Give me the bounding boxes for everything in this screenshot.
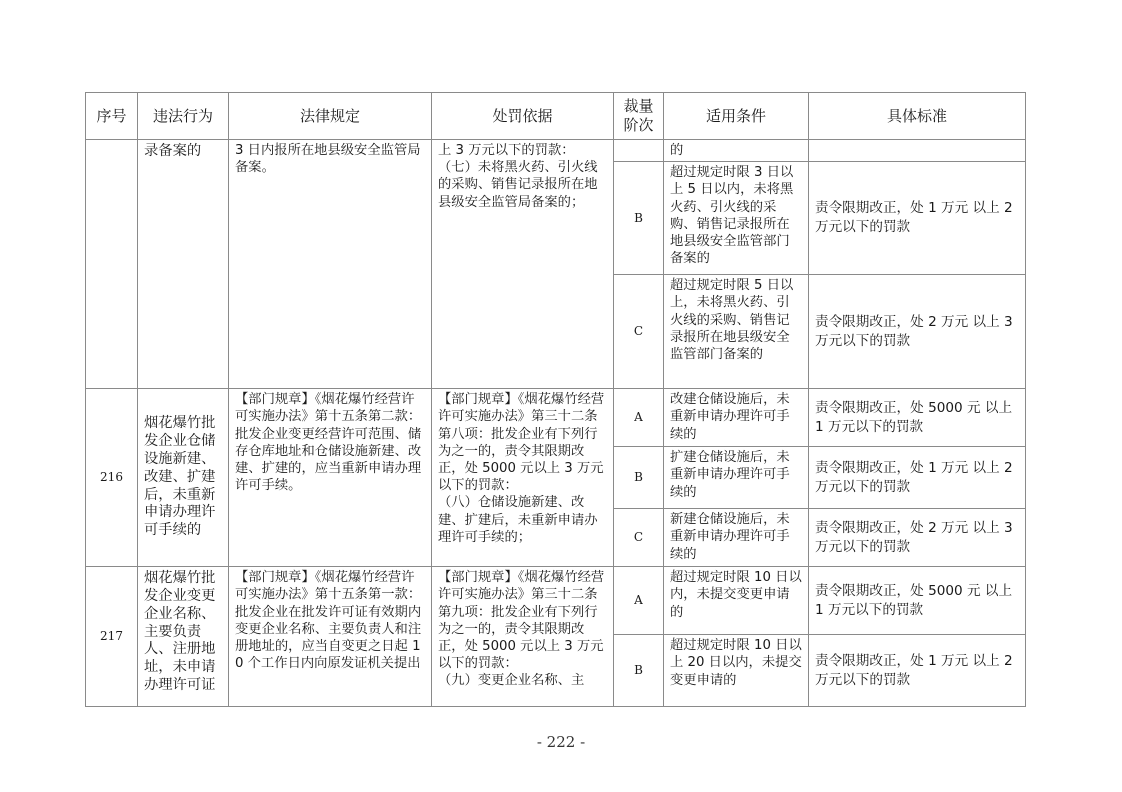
condition-cell: 扩建仓储设施后，未重新申请办理许可手续的 xyxy=(664,447,809,509)
law-cell: 【部门规章】《烟花爆竹经营许可实施办法》第十五条第一款：批发企业在批发许可证有效期内变更企业名称、主要负责人和注册地址的，应当自变更之日起 10 个工作日内向原发证机关提出 xyxy=(229,567,432,707)
condition-cell: 超过规定时限 10 日以上 20 日以内，未提交变更申请的 xyxy=(664,635,809,707)
level-cell: A xyxy=(614,389,664,447)
condition-cell: 超过规定时限 10 日以内，未提交变更申请的 xyxy=(664,567,809,635)
row-number-cell: 217 xyxy=(86,567,138,707)
standard-cell: 责令限期改正，处 2 万元 以上 3 万元以下的罚款 xyxy=(809,275,1026,389)
standard-cell: 责令限期改正，处 1 万元 以上 2 万元以下的罚款 xyxy=(809,162,1026,275)
table-header-row xyxy=(86,93,1026,140)
standard-cell: 责令限期改正，处 2 万元 以上 3 万元以下的罚款 xyxy=(809,509,1026,567)
penalty-standard-table xyxy=(85,92,1026,707)
law-cell: 【部门规章】《烟花爆竹经营许可实施办法》第十五条第二款：批发企业变更经营许可范围、储存仓库地址和仓储设施新建、改建、扩建的，应当重新申请办理许可手续。 xyxy=(229,389,432,567)
level-cell: B xyxy=(614,447,664,509)
header-cell: 具体标准 xyxy=(809,93,1026,140)
condition-cell: 的 xyxy=(664,140,809,162)
standard-cell: 责令限期改正，处 5000 元 以上 1 万元以下的罚款 xyxy=(809,389,1026,447)
row-number-cell xyxy=(86,140,138,389)
level-cell: C xyxy=(614,275,664,389)
header-cell: 适用条件 xyxy=(664,93,809,140)
header-cell: 序号 xyxy=(86,93,138,140)
law-cell: 3 日内报所在地县级安全监管局备案。 xyxy=(229,140,432,389)
header-cell: 违法行为 xyxy=(138,93,229,140)
basis-cell: 【部门规章】《烟花爆竹经营许可实施办法》第三十二条第九项：批发企业有下列行为之一的，责令其限期改正，处 5000 元以上 3 万元以下的罚款： （九）变更企业名称、主 xyxy=(432,567,614,707)
page-number: - 222 - xyxy=(536,733,586,751)
condition-cell: 新建仓储设施后，未重新申请办理许可手续的 xyxy=(664,509,809,567)
condition-cell: 超过规定时限 3 日以上 5 日以内，未将黑火药、引火线的采购、销售记录报所在地县级安全监管部门备案的 xyxy=(664,162,809,275)
level-cell: A xyxy=(614,567,664,635)
header-cell: 法律规定 xyxy=(229,93,432,140)
row-number-cell: 216 xyxy=(86,389,138,567)
level-cell: B xyxy=(614,162,664,275)
table-row xyxy=(86,567,1026,635)
violation-cell: 烟花爆竹批发企业仓储设施新建、改建、扩建后，未重新申请办理许可手续的 xyxy=(138,389,229,567)
standard-cell: 责令限期改正，处 1 万元 以上 2 万元以下的罚款 xyxy=(809,447,1026,509)
standard-cell: 责令限期改正，处 1 万元 以上 2 万元以下的罚款 xyxy=(809,635,1026,707)
header-cell: 处罚依据 xyxy=(432,93,614,140)
violation-cell: 录备案的 xyxy=(138,140,229,389)
standard-cell xyxy=(809,140,1026,162)
table-row xyxy=(86,140,1026,162)
standard-cell: 责令限期改正，处 5000 元 以上 1 万元以下的罚款 xyxy=(809,567,1026,635)
violation-cell: 烟花爆竹批发企业变更企业名称、主要负责人、注册地址，未申请办理许可证 xyxy=(138,567,229,707)
table-row xyxy=(86,389,1026,447)
header-cell: 裁量 阶次 xyxy=(614,93,664,140)
basis-cell: 上 3 万元以下的罚款： （七）未将黑火药、引火线的采购、销售记录报所在地县级安全监管局备案的； xyxy=(432,140,614,389)
condition-cell: 改建仓储设施后，未重新申请办理许可手续的 xyxy=(664,389,809,447)
basis-cell: 【部门规章】《烟花爆竹经营许可实施办法》第三十二条第八项：批发企业有下列行为之一的，责令其限期改正，处 5000 元以上 3 万元以下的罚款： （八）仓储设施新建、改建、扩建后，未重新申请办理许可手续的； xyxy=(432,389,614,567)
level-cell: B xyxy=(614,635,664,707)
level-cell: C xyxy=(614,509,664,567)
condition-cell: 超过规定时限 5 日以上，未将黑火药、引火线的采购、销售记录报所在地县级安全监管部门备案的 xyxy=(664,275,809,389)
level-cell xyxy=(614,140,664,162)
